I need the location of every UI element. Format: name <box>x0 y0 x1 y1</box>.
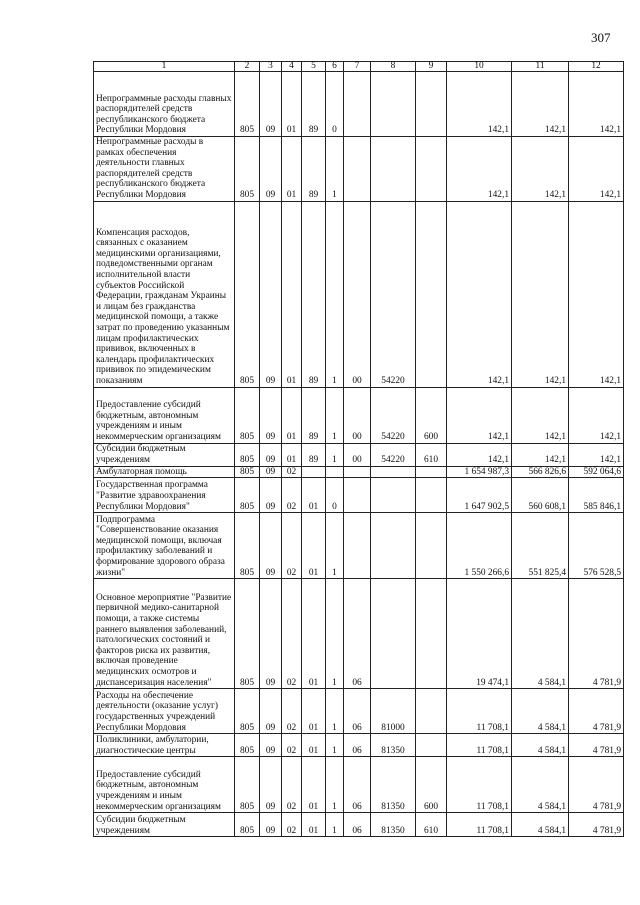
cell-col-6: 0 <box>326 478 344 513</box>
cell-col-8: 81350 <box>371 734 416 757</box>
table-header-row <box>94 62 624 72</box>
cell-col-4: 02 <box>282 478 302 513</box>
row-name: Предоставление субсидий бюджетным, автономным учреждениям и иным некоммерческим организациям <box>94 387 235 443</box>
cell-col-5: 89 <box>302 443 326 466</box>
cell-col-8 <box>371 478 416 513</box>
row-name: Непрограммные расходы главных распорядителей средств республиканского бюджета Республики Мордовия <box>94 72 235 137</box>
cell-col-7 <box>344 137 371 202</box>
row-name: Компенсация расходов, связанных с оказанием медицинскими организациями, подведомственными органам исполнительной власти субъектов Российской Федерации, гражданам Украины и лицам без гражданства медицинской помощи, а также затрат по проведению указанным лицам профилактических прививок, включенных в календарь профилактических прививок по эпидемическим показаниям <box>94 201 235 387</box>
cell-col-12: 585 846,1 <box>569 478 624 513</box>
cell-col-2: 805 <box>235 387 260 443</box>
cell-col-10: 142,1 <box>447 72 512 137</box>
cell-col-5: 01 <box>302 478 326 513</box>
cell-col-9 <box>416 689 447 734</box>
cell-col-3: 09 <box>260 734 282 757</box>
cell-col-11: 142,1 <box>512 201 569 387</box>
cell-col-7 <box>344 513 371 579</box>
row-name: Расходы на обеспечение деятельности (оказание услуг) государственных учреждений Республики Мордовия <box>94 689 235 734</box>
cell-col-11: 142,1 <box>512 137 569 202</box>
cell-col-2: 805 <box>235 689 260 734</box>
cell-col-4: 02 <box>282 757 302 813</box>
cell-col-8: 81350 <box>371 813 416 837</box>
table-row <box>94 757 624 813</box>
cell-col-6: 1 <box>326 757 344 813</box>
cell-col-2: 805 <box>235 443 260 466</box>
cell-col-3: 09 <box>260 813 282 837</box>
cell-col-8 <box>371 137 416 202</box>
cell-col-5: 01 <box>302 689 326 734</box>
cell-col-2: 805 <box>235 513 260 579</box>
cell-col-3: 09 <box>260 201 282 387</box>
cell-col-7: 06 <box>344 689 371 734</box>
cell-col-6: 1 <box>326 579 344 689</box>
header-col-12: 12 <box>569 62 624 72</box>
cell-col-8: 81350 <box>371 757 416 813</box>
cell-col-4: 02 <box>282 813 302 837</box>
cell-col-11: 566 826,6 <box>512 466 569 478</box>
cell-col-6: 1 <box>326 689 344 734</box>
cell-col-7 <box>344 466 371 478</box>
cell-col-9 <box>416 201 447 387</box>
cell-col-2: 805 <box>235 201 260 387</box>
header-col-7: 7 <box>344 62 371 72</box>
cell-col-12: 142,1 <box>569 443 624 466</box>
header-col-1: 1 <box>94 62 235 72</box>
cell-col-5: 89 <box>302 387 326 443</box>
row-name: Непрограммные расходы в рамках обеспечения деятельности главных распорядителей средств республиканского бюджета Республики Мордовия <box>94 137 235 202</box>
cell-col-11: 551 825,4 <box>512 513 569 579</box>
table-row <box>94 72 624 137</box>
cell-col-4: 02 <box>282 734 302 757</box>
cell-col-12: 142,1 <box>569 137 624 202</box>
cell-col-11: 4 584,1 <box>512 734 569 757</box>
cell-col-6 <box>326 466 344 478</box>
cell-col-2: 805 <box>235 579 260 689</box>
cell-col-9 <box>416 579 447 689</box>
header-col-10: 10 <box>447 62 512 72</box>
cell-col-6: 1 <box>326 734 344 757</box>
cell-col-12: 4 781,9 <box>569 734 624 757</box>
cell-col-7 <box>344 72 371 137</box>
cell-col-6: 1 <box>326 513 344 579</box>
cell-col-12: 142,1 <box>569 72 624 137</box>
cell-col-5: 01 <box>302 757 326 813</box>
cell-col-9: 600 <box>416 387 447 443</box>
cell-col-10: 1 647 902,5 <box>447 478 512 513</box>
cell-col-6: 1 <box>326 813 344 837</box>
table-row <box>94 579 624 689</box>
cell-col-9: 610 <box>416 443 447 466</box>
cell-col-3: 09 <box>260 478 282 513</box>
table-row <box>94 513 624 579</box>
cell-col-10: 1 654 987,3 <box>447 466 512 478</box>
cell-col-3: 09 <box>260 757 282 813</box>
table-row <box>94 466 624 478</box>
header-col-2: 2 <box>235 62 260 72</box>
cell-col-11: 4 584,1 <box>512 579 569 689</box>
cell-col-10: 142,1 <box>447 201 512 387</box>
cell-col-5: 01 <box>302 579 326 689</box>
cell-col-9 <box>416 466 447 478</box>
cell-col-10: 11 708,1 <box>447 734 512 757</box>
row-name: Основное мероприятие "Развитие первичной медико-санитарной помощи, а также системы раннего выявления заболеваний, патологических состояний и факторов риска их развития, включая проведение медицинских осмотров и диспансеризация населения" <box>94 579 235 689</box>
cell-col-10: 142,1 <box>447 387 512 443</box>
cell-col-11: 142,1 <box>512 387 569 443</box>
table-row <box>94 478 624 513</box>
header-col-11: 11 <box>512 62 569 72</box>
cell-col-7: 00 <box>344 443 371 466</box>
header-col-9: 9 <box>416 62 447 72</box>
cell-col-4: 01 <box>282 201 302 387</box>
cell-col-10: 1 550 266,6 <box>447 513 512 579</box>
cell-col-2: 805 <box>235 734 260 757</box>
cell-col-12: 4 781,9 <box>569 579 624 689</box>
cell-col-5: 89 <box>302 72 326 137</box>
cell-col-8 <box>371 513 416 579</box>
cell-col-3: 09 <box>260 579 282 689</box>
cell-col-3: 09 <box>260 72 282 137</box>
cell-col-12: 142,1 <box>569 387 624 443</box>
cell-col-9 <box>416 734 447 757</box>
budget-table <box>93 61 624 837</box>
header-col-6: 6 <box>326 62 344 72</box>
cell-col-2: 805 <box>235 466 260 478</box>
table-row <box>94 813 624 837</box>
cell-col-9: 610 <box>416 813 447 837</box>
cell-col-7: 06 <box>344 757 371 813</box>
header-col-4: 4 <box>282 62 302 72</box>
cell-col-7 <box>344 478 371 513</box>
cell-col-3: 09 <box>260 443 282 466</box>
cell-col-7: 06 <box>344 813 371 837</box>
cell-col-12: 4 781,9 <box>569 757 624 813</box>
row-name: Субсидии бюджетным учреждениям <box>94 443 235 466</box>
cell-col-11: 142,1 <box>512 72 569 137</box>
cell-col-2: 805 <box>235 72 260 137</box>
cell-col-4: 02 <box>282 579 302 689</box>
cell-col-8: 54220 <box>371 201 416 387</box>
cell-col-6: 0 <box>326 72 344 137</box>
cell-col-5: 01 <box>302 513 326 579</box>
row-name: Амбулаторная помощь <box>94 466 235 478</box>
table-row <box>94 387 624 443</box>
cell-col-5: 89 <box>302 201 326 387</box>
table-row <box>94 137 624 202</box>
cell-col-3: 09 <box>260 689 282 734</box>
cell-col-7: 06 <box>344 734 371 757</box>
cell-col-6: 1 <box>326 443 344 466</box>
cell-col-4: 02 <box>282 513 302 579</box>
cell-col-10: 11 708,1 <box>447 689 512 734</box>
cell-col-10: 11 708,1 <box>447 813 512 837</box>
cell-col-11: 4 584,1 <box>512 813 569 837</box>
cell-col-2: 805 <box>235 137 260 202</box>
cell-col-6: 1 <box>326 387 344 443</box>
cell-col-6: 1 <box>326 201 344 387</box>
row-name: Субсидии бюджетным учреждениям <box>94 813 235 837</box>
cell-col-7: 00 <box>344 387 371 443</box>
cell-col-3: 09 <box>260 387 282 443</box>
row-name: Поликлиники, амбулатории, диагностические центры <box>94 734 235 757</box>
cell-col-11: 560 608,1 <box>512 478 569 513</box>
cell-col-12: 576 528,5 <box>569 513 624 579</box>
table-row <box>94 689 624 734</box>
cell-col-2: 805 <box>235 813 260 837</box>
row-name: Подпрограмма "Совершенствование оказания медицинской помощи, включая профилактику заболеваний и формирование здорового образа жизни" <box>94 513 235 579</box>
cell-col-7: 00 <box>344 201 371 387</box>
cell-col-9: 600 <box>416 757 447 813</box>
cell-col-7: 06 <box>344 579 371 689</box>
cell-col-5 <box>302 466 326 478</box>
cell-col-8 <box>371 72 416 137</box>
cell-col-4: 01 <box>282 72 302 137</box>
table-row <box>94 443 624 466</box>
cell-col-8: 54220 <box>371 443 416 466</box>
cell-col-9 <box>416 478 447 513</box>
cell-col-3: 09 <box>260 513 282 579</box>
cell-col-2: 805 <box>235 757 260 813</box>
cell-col-12: 142,1 <box>569 201 624 387</box>
cell-col-11: 4 584,1 <box>512 689 569 734</box>
header-col-5: 5 <box>302 62 326 72</box>
table-row <box>94 201 624 387</box>
table-row <box>94 734 624 757</box>
cell-col-11: 142,1 <box>512 443 569 466</box>
cell-col-4: 01 <box>282 443 302 466</box>
cell-col-6: 1 <box>326 137 344 202</box>
cell-col-10: 19 474,1 <box>447 579 512 689</box>
cell-col-4: 02 <box>282 689 302 734</box>
cell-col-10: 142,1 <box>447 443 512 466</box>
cell-col-9 <box>416 72 447 137</box>
cell-col-3: 09 <box>260 466 282 478</box>
cell-col-5: 01 <box>302 734 326 757</box>
cell-col-8 <box>371 579 416 689</box>
row-name: Государственная программа "Развитие здравоохранения Республики Мордовия" <box>94 478 235 513</box>
cell-col-12: 4 781,9 <box>569 689 624 734</box>
cell-col-4: 01 <box>282 387 302 443</box>
header-col-3: 3 <box>260 62 282 72</box>
cell-col-12: 592 064,6 <box>569 466 624 478</box>
cell-col-10: 142,1 <box>447 137 512 202</box>
cell-col-5: 01 <box>302 813 326 837</box>
header-col-8: 8 <box>371 62 416 72</box>
cell-col-11: 4 584,1 <box>512 757 569 813</box>
cell-col-2: 805 <box>235 478 260 513</box>
cell-col-4: 01 <box>282 137 302 202</box>
row-name: Предоставление субсидий бюджетным, автономным учреждениям и иным некоммерческим организациям <box>94 757 235 813</box>
cell-col-8 <box>371 466 416 478</box>
cell-col-8: 54220 <box>371 387 416 443</box>
cell-col-10: 11 708,1 <box>447 757 512 813</box>
cell-col-5: 89 <box>302 137 326 202</box>
cell-col-4: 02 <box>282 466 302 478</box>
cell-col-8: 81000 <box>371 689 416 734</box>
page-number: 307 <box>591 30 611 45</box>
cell-col-9 <box>416 513 447 579</box>
cell-col-12: 4 781,9 <box>569 813 624 837</box>
cell-col-9 <box>416 137 447 202</box>
cell-col-3: 09 <box>260 137 282 202</box>
